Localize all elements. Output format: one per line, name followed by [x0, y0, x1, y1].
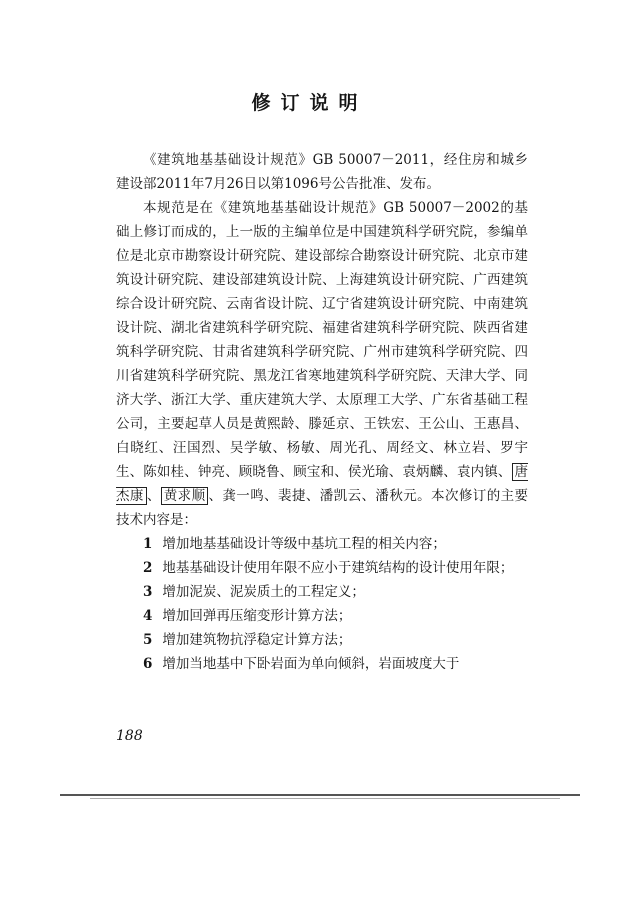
- item-text: 增加地基基础设计等级中基坑工程的相关内容；: [162, 536, 446, 552]
- page-title: 修订说明: [251, 92, 368, 114]
- item-text: 增加回弹再压缩变形计算方法；: [162, 608, 352, 624]
- list-item: [116, 628, 528, 652]
- list-item: [116, 604, 528, 628]
- item-number: 5: [143, 632, 153, 648]
- bottom-rule: [60, 794, 580, 796]
- item-text: 增加当地基中下卧岩面为单向倾斜，岩面坡度大于: [162, 656, 460, 672]
- paragraph-drafters-text: 本规范是在《建筑地基基础设计规范》GB 50007－2002的基础上修订而成的，上一版的主编单位是中国建筑科学研究院，参编单位是北京市勘察设计研究院、建设部综合勘察设计研究院、北京市建筑设计研究院、建设部建筑设计院、上海建筑设计研究院、广西建筑综合设计研究院、云南省设计院、辽宁省建筑设计研究院、中南建筑设计院、湖北省建筑科学研究院、福建省建筑科学研究院、陕西省建筑科学研究院、甘肃省建筑科学研究院、广州市建筑科学研究院、四川省建筑科学研究院、黑龙江省寒地建筑科学研究院、天津大学、同济大学、浙江大学、重庆建筑大学、太原理工大学、广东省基础工程公司，主要起草人员是黄熙龄、滕延京、王铁宏、王公山、王惠昌、白晓红、汪国烈、吴学敏、杨敏、周光孔、周经文、林立岩、罗宇生、陈如桂、钟亮、顾晓鲁、顾宝和、侯光瑜、袁炳麟、袁内镇、: [116, 200, 528, 480]
- paragraph-drafters: [116, 196, 528, 532]
- item-number: 6: [143, 656, 153, 672]
- bottom-rule-secondary: [90, 798, 560, 799]
- body-text: [116, 148, 528, 676]
- boxed-name-2: 黄求顺: [161, 487, 209, 505]
- boxed-name-1: 唐杰康: [116, 464, 528, 504]
- paragraph-approval: 《建筑地基基础设计规范》GB 50007－2011，经住房和城乡建设部2011年7月26日以第1096号公告批准、发布。: [116, 152, 528, 192]
- item-text: 增加建筑物抗浮稳定计算方法；: [162, 632, 352, 648]
- item-text: 增加泥炭、泥炭质土的工程定义；: [162, 584, 365, 600]
- item-text: 地基基础设计使用年限不应小于建筑结构的设计使用年限；: [162, 560, 514, 576]
- list-item: [116, 556, 528, 580]
- item-number: 3: [143, 584, 153, 600]
- page-number: 188: [116, 728, 143, 744]
- name-separator: 、: [146, 488, 161, 504]
- item-number: 1: [143, 536, 153, 552]
- item-number: 4: [143, 608, 153, 624]
- list-item: [116, 652, 528, 676]
- list-item: [116, 580, 528, 604]
- paragraph-drafters-end: 、龚一鸣、裴捷、潘凯云、潘秋元。本次修订的主要技术内容是：: [116, 488, 529, 528]
- list-item: [116, 532, 528, 556]
- item-number: 2: [143, 560, 153, 576]
